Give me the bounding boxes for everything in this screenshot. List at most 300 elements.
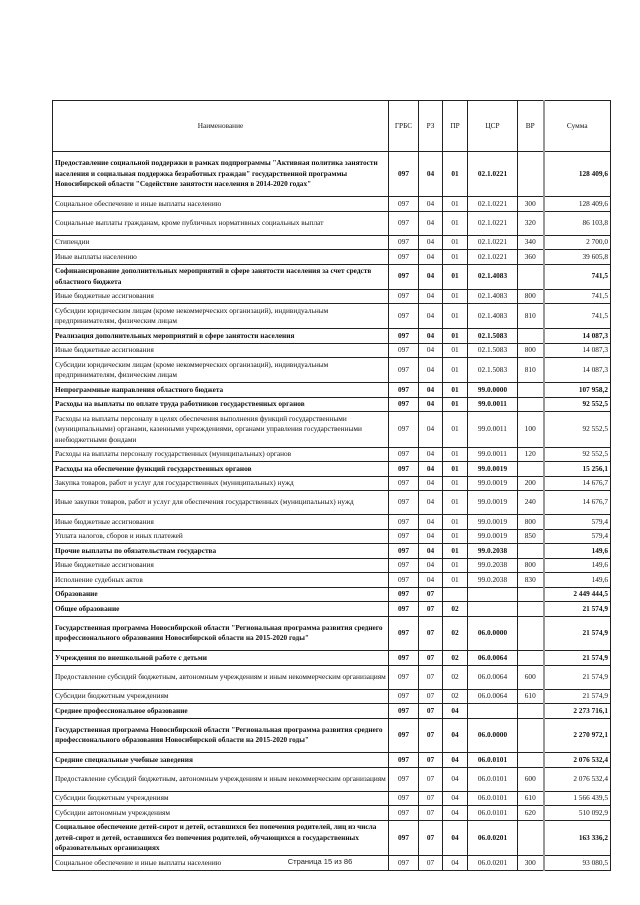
cell-vr: 300	[518, 856, 544, 871]
cell-vr	[518, 602, 544, 617]
cell-grbs: 097	[389, 718, 419, 753]
cell-sum: 14 087,3	[544, 329, 611, 344]
cell-csr: 06.0.0201	[468, 820, 518, 856]
cell-pr: 01	[443, 235, 468, 250]
cell-vr	[518, 587, 544, 602]
cell-vr: 620	[518, 806, 544, 821]
cell-rz: 07	[419, 665, 443, 689]
cell-vr: 340	[518, 235, 544, 250]
table-row	[53, 412, 611, 448]
cell-csr: 02.1.0221	[468, 235, 518, 250]
cell-vr: 240	[518, 491, 544, 515]
cell-sum: 39 605,8	[544, 250, 611, 265]
cell-grbs: 097	[389, 304, 419, 329]
cell-csr: 99.0.0011	[468, 447, 518, 462]
cell-grbs: 097	[389, 544, 419, 559]
cell-csr: 06.0.0101	[468, 791, 518, 806]
cell-name: Среднее профессиональное образование	[53, 704, 389, 719]
table-row	[53, 616, 611, 651]
cell-csr: 02.1.5083	[468, 343, 518, 358]
cell-grbs: 097	[389, 343, 419, 358]
cell-rz: 07	[419, 602, 443, 617]
cell-sum: 14 676,7	[544, 491, 611, 515]
cell-name: Расходы на обеспечение функций государственных органов	[53, 462, 389, 477]
cell-sum: 2 273 716,1	[544, 704, 611, 719]
cell-pr: 01	[443, 515, 468, 530]
cell-rz: 07	[419, 753, 443, 768]
cell-vr	[518, 616, 544, 651]
cell-vr: 610	[518, 689, 544, 704]
cell-csr: 02.1.4083	[468, 264, 518, 289]
cell-pr: 02	[443, 689, 468, 704]
cell-pr: 02	[443, 651, 468, 666]
cell-name: Государственная программа Новосибирской области "Региональная программа развития среднего профессионального образования Новосибирской области на 2015-2020 годы"	[53, 616, 389, 651]
cell-pr: 01	[443, 197, 468, 212]
cell-rz: 04	[419, 462, 443, 477]
cell-sum: 149,6	[544, 544, 611, 559]
cell-csr: 99.0.2038	[468, 544, 518, 559]
cell-vr	[518, 462, 544, 477]
budget-table	[52, 100, 611, 871]
cell-pr: 01	[443, 491, 468, 515]
cell-name: Социальное обеспечение детей-сирот и детей, оставшихся без попечения родителей, лиц из числа детей-сирот и детей, оставшихся без попечения родителей, обучающихся в государственных образовательных организациях	[53, 820, 389, 856]
cell-grbs: 097	[389, 211, 419, 235]
cell-name: Реализация дополнительных мероприятий в сфере занятости населения	[53, 329, 389, 344]
cell-pr: 01	[443, 304, 468, 329]
cell-csr: 99.0.2038	[468, 558, 518, 573]
cell-csr: 99.0.0019	[468, 476, 518, 491]
cell-rz: 07	[419, 689, 443, 704]
table-row	[53, 820, 611, 856]
header-sum: Сумма	[544, 101, 611, 152]
cell-vr	[518, 753, 544, 768]
cell-csr: 02.1.0221	[468, 152, 518, 197]
cell-sum: 149,6	[544, 573, 611, 588]
cell-pr: 01	[443, 462, 468, 477]
cell-csr: 02.1.0221	[468, 197, 518, 212]
cell-name: Субсидии юридическим лицам (кроме некоммерческих организаций), индивидуальным предпринимателям, физическим лицам	[53, 304, 389, 329]
cell-grbs: 097	[389, 616, 419, 651]
cell-pr: 01	[443, 264, 468, 289]
cell-sum: 92 552,5	[544, 447, 611, 462]
cell-sum: 149,6	[544, 558, 611, 573]
cell-pr: 01	[443, 250, 468, 265]
cell-csr: 02.1.4083	[468, 289, 518, 304]
cell-rz: 04	[419, 529, 443, 544]
table-row	[53, 329, 611, 344]
cell-sum: 2 270 972,1	[544, 718, 611, 753]
cell-vr: 830	[518, 573, 544, 588]
cell-sum: 741,5	[544, 304, 611, 329]
cell-grbs: 097	[389, 515, 419, 530]
cell-sum: 86 103,8	[544, 211, 611, 235]
cell-vr	[518, 820, 544, 856]
cell-grbs: 097	[389, 329, 419, 344]
table-row	[53, 602, 611, 617]
cell-sum: 741,5	[544, 264, 611, 289]
cell-rz: 07	[419, 651, 443, 666]
table-row	[53, 235, 611, 250]
cell-rz: 04	[419, 412, 443, 448]
cell-grbs: 097	[389, 447, 419, 462]
cell-rz: 07	[419, 791, 443, 806]
cell-pr: 01	[443, 544, 468, 559]
cell-vr: 120	[518, 447, 544, 462]
cell-name: Общее образование	[53, 602, 389, 617]
cell-grbs: 097	[389, 491, 419, 515]
cell-pr: 01	[443, 573, 468, 588]
cell-name: Предоставление субсидий бюджетным, автономным учреждениям и иным некоммерческим организациям	[53, 665, 389, 689]
cell-pr: 01	[443, 476, 468, 491]
cell-sum: 2 076 532,4	[544, 767, 611, 791]
table-row	[53, 651, 611, 666]
cell-name: Непрограммные направления областного бюджета	[53, 383, 389, 398]
cell-pr: 01	[443, 383, 468, 398]
cell-csr: 06.0.0101	[468, 753, 518, 768]
cell-grbs: 097	[389, 602, 419, 617]
cell-grbs: 097	[389, 264, 419, 289]
table-row	[53, 515, 611, 530]
cell-grbs: 097	[389, 289, 419, 304]
cell-vr: 200	[518, 476, 544, 491]
cell-name: Иные бюджетные ассигнования	[53, 343, 389, 358]
table-row	[53, 689, 611, 704]
cell-name: Стипендии	[53, 235, 389, 250]
cell-sum: 21 574,9	[544, 602, 611, 617]
cell-pr: 02	[443, 665, 468, 689]
cell-pr: 01	[443, 343, 468, 358]
cell-rz: 07	[419, 587, 443, 602]
cell-rz: 07	[419, 806, 443, 821]
cell-sum: 21 574,9	[544, 651, 611, 666]
cell-name: Субсидии бюджетным учреждениям	[53, 791, 389, 806]
cell-grbs: 097	[389, 558, 419, 573]
cell-csr	[468, 587, 518, 602]
cell-pr: 01	[443, 152, 468, 197]
cell-csr: 06.0.0064	[468, 689, 518, 704]
cell-rz: 07	[419, 820, 443, 856]
cell-name: Государственная программа Новосибирской области "Региональная программа развития среднего профессионального образования Новосибирской области на 2015-2020 годы"	[53, 718, 389, 753]
cell-name: Исполнение судебных актов	[53, 573, 389, 588]
table-row	[53, 544, 611, 559]
cell-grbs: 097	[389, 412, 419, 448]
table-row	[53, 152, 611, 197]
cell-rz: 04	[419, 515, 443, 530]
table-row	[53, 343, 611, 358]
cell-pr: 04	[443, 718, 468, 753]
cell-pr: 04	[443, 820, 468, 856]
cell-vr: 600	[518, 665, 544, 689]
header-pr: ПР	[443, 101, 468, 152]
cell-sum: 14 087,3	[544, 358, 611, 383]
cell-vr: 600	[518, 767, 544, 791]
cell-grbs: 097	[389, 529, 419, 544]
cell-name: Субсидии юридическим лицам (кроме некоммерческих организаций), индивидуальным предпринимателям, физическим лицам	[53, 358, 389, 383]
cell-grbs: 097	[389, 689, 419, 704]
table-row	[53, 791, 611, 806]
cell-name: Расходы на выплаты персоналу в целях обеспечения выполнения функций государственными (муниципальными) органами, казенными учреждениями, органами управления государственными внебюджетными фондами	[53, 412, 389, 448]
cell-pr	[443, 587, 468, 602]
cell-name: Уплата налогов, сборов и иных платежей	[53, 529, 389, 544]
cell-grbs: 097	[389, 651, 419, 666]
cell-sum: 2 700,0	[544, 235, 611, 250]
table-row	[53, 587, 611, 602]
cell-rz: 07	[419, 856, 443, 871]
cell-grbs: 097	[389, 197, 419, 212]
cell-rz: 04	[419, 152, 443, 197]
cell-vr: 800	[518, 343, 544, 358]
cell-vr	[518, 264, 544, 289]
table-row	[53, 358, 611, 383]
cell-csr: 99.0.0011	[468, 412, 518, 448]
cell-grbs: 097	[389, 753, 419, 768]
table-row	[53, 476, 611, 491]
table-row	[53, 491, 611, 515]
cell-name: Закупка товаров, работ и услуг для государственных (муниципальных) нужд	[53, 476, 389, 491]
cell-sum: 2 076 532,4	[544, 753, 611, 768]
cell-vr	[518, 651, 544, 666]
cell-sum: 21 574,9	[544, 616, 611, 651]
cell-rz: 04	[419, 476, 443, 491]
table-row	[53, 264, 611, 289]
cell-grbs: 097	[389, 358, 419, 383]
cell-vr	[518, 544, 544, 559]
table-row	[53, 462, 611, 477]
cell-pr: 04	[443, 806, 468, 821]
cell-name: Учреждения по внешкольной работе с детьми	[53, 651, 389, 666]
cell-vr: 850	[518, 529, 544, 544]
cell-csr	[468, 602, 518, 617]
cell-pr: 04	[443, 856, 468, 871]
cell-sum: 163 336,2	[544, 820, 611, 856]
cell-pr: 04	[443, 753, 468, 768]
header-vr: ВР	[518, 101, 544, 152]
cell-grbs: 097	[389, 397, 419, 412]
table-row	[53, 665, 611, 689]
cell-pr: 01	[443, 558, 468, 573]
cell-name: Расходы на выплаты по оплате труда работников государственных органов	[53, 397, 389, 412]
cell-name: Социальное обеспечение и иные выплаты населению	[53, 856, 389, 871]
table-row	[53, 704, 611, 719]
cell-vr: 810	[518, 304, 544, 329]
cell-pr: 01	[443, 329, 468, 344]
cell-rz: 07	[419, 767, 443, 791]
cell-csr: 99.0.2038	[468, 573, 518, 588]
cell-vr: 100	[518, 412, 544, 448]
cell-rz: 04	[419, 329, 443, 344]
cell-vr: 810	[518, 358, 544, 383]
cell-name: Предоставление социальной поддержки в рамках подпрограммы "Активная политика занятости населения и социальная поддержка безработных граждан" государственной программы Новосибирской области "Содействие занятости населения в 2014-2020 годах"	[53, 152, 389, 197]
cell-csr: 06.0.0201	[468, 856, 518, 871]
cell-rz: 04	[419, 558, 443, 573]
cell-sum: 128 409,6	[544, 197, 611, 212]
cell-pr: 04	[443, 791, 468, 806]
cell-csr: 99.0.0019	[468, 462, 518, 477]
table-row	[53, 197, 611, 212]
cell-csr: 06.0.0064	[468, 651, 518, 666]
cell-vr	[518, 704, 544, 719]
page-number: Страница 15 из 86	[287, 857, 353, 866]
cell-name: Иные бюджетные ассигнования	[53, 558, 389, 573]
cell-name: Иные бюджетные ассигнования	[53, 515, 389, 530]
cell-rz: 04	[419, 383, 443, 398]
cell-pr: 01	[443, 529, 468, 544]
cell-name: Софинансирование дополнительных мероприятий в сфере занятости населения за счет средств областного бюджета	[53, 264, 389, 289]
cell-grbs: 097	[389, 462, 419, 477]
cell-csr: 06.0.0000	[468, 718, 518, 753]
table-body	[53, 152, 611, 871]
cell-csr: 02.1.5083	[468, 329, 518, 344]
cell-name: Субсидии бюджетным учреждениям	[53, 689, 389, 704]
cell-csr: 99.0.0019	[468, 491, 518, 515]
cell-rz: 04	[419, 235, 443, 250]
cell-rz: 04	[419, 343, 443, 358]
cell-pr: 02	[443, 616, 468, 651]
cell-csr: 06.0.0101	[468, 806, 518, 821]
cell-grbs: 097	[389, 806, 419, 821]
header-rz: РЗ	[419, 101, 443, 152]
cell-csr: 02.1.5083	[468, 358, 518, 383]
cell-pr: 01	[443, 447, 468, 462]
cell-sum: 128 409,6	[544, 152, 611, 197]
cell-pr: 01	[443, 289, 468, 304]
cell-name: Иные бюджетные ассигнования	[53, 289, 389, 304]
cell-vr: 360	[518, 250, 544, 265]
cell-name: Иные выплаты населению	[53, 250, 389, 265]
table-row	[53, 753, 611, 768]
table-row	[53, 383, 611, 398]
cell-name: Социальные выплаты гражданам, кроме публичных нормативных социальных выплат	[53, 211, 389, 235]
header-grbs: ГРБС	[389, 101, 419, 152]
cell-sum: 92 552,5	[544, 397, 611, 412]
cell-pr: 01	[443, 211, 468, 235]
table-row	[53, 558, 611, 573]
cell-name: Социальное обеспечение и иные выплаты населению	[53, 197, 389, 212]
table-row	[53, 573, 611, 588]
cell-csr: 99.0.0019	[468, 515, 518, 530]
cell-pr: 04	[443, 704, 468, 719]
cell-pr: 04	[443, 767, 468, 791]
table-row	[53, 718, 611, 753]
cell-vr	[518, 329, 544, 344]
cell-sum: 21 574,9	[544, 689, 611, 704]
cell-vr: 320	[518, 211, 544, 235]
table-row	[53, 289, 611, 304]
cell-csr: 06.0.0000	[468, 616, 518, 651]
table-row	[53, 767, 611, 791]
cell-grbs: 097	[389, 587, 419, 602]
cell-csr: 02.1.0221	[468, 250, 518, 265]
table-row	[53, 250, 611, 265]
cell-rz: 04	[419, 289, 443, 304]
cell-sum: 93 080,5	[544, 856, 611, 871]
cell-grbs: 097	[389, 235, 419, 250]
cell-grbs: 097	[389, 383, 419, 398]
cell-vr: 800	[518, 558, 544, 573]
cell-sum: 579,4	[544, 529, 611, 544]
cell-csr: 99.0.0011	[468, 397, 518, 412]
cell-rz: 07	[419, 616, 443, 651]
cell-csr: 02.1.4083	[468, 304, 518, 329]
header-csr: ЦСР	[468, 101, 518, 152]
cell-csr: 99.0.0019	[468, 529, 518, 544]
cell-rz: 04	[419, 447, 443, 462]
table-row	[53, 304, 611, 329]
cell-name: Расходы на выплаты персоналу государственных (муниципальных) органов	[53, 447, 389, 462]
cell-grbs: 097	[389, 767, 419, 791]
cell-rz: 07	[419, 718, 443, 753]
cell-vr	[518, 397, 544, 412]
cell-name: Субсидии автономным учреждениям	[53, 806, 389, 821]
table-header	[53, 101, 611, 152]
cell-pr: 01	[443, 412, 468, 448]
table-row	[53, 806, 611, 821]
cell-rz: 04	[419, 573, 443, 588]
table-row	[53, 211, 611, 235]
cell-rz: 04	[419, 264, 443, 289]
cell-csr: 06.0.0101	[468, 767, 518, 791]
cell-name: Предоставление субсидий бюджетным, автономным учреждениям и иным некоммерческим организациям	[53, 767, 389, 791]
cell-rz: 04	[419, 544, 443, 559]
cell-rz: 07	[419, 704, 443, 719]
header-name: Наименование	[53, 101, 389, 152]
cell-vr: 800	[518, 515, 544, 530]
cell-sum: 2 449 444,5	[544, 587, 611, 602]
cell-csr	[468, 704, 518, 719]
cell-grbs: 097	[389, 250, 419, 265]
cell-sum: 15 256,1	[544, 462, 611, 477]
cell-sum: 14 087,3	[544, 343, 611, 358]
cell-csr: 99.0.0000	[468, 383, 518, 398]
cell-vr	[518, 718, 544, 753]
cell-sum: 107 958,2	[544, 383, 611, 398]
cell-name: Прочие выплаты по обязательствам государства	[53, 544, 389, 559]
cell-csr: 06.0.0064	[468, 665, 518, 689]
cell-sum: 92 552,5	[544, 412, 611, 448]
cell-grbs: 097	[389, 704, 419, 719]
cell-grbs: 097	[389, 476, 419, 491]
cell-rz: 04	[419, 491, 443, 515]
cell-rz: 04	[419, 304, 443, 329]
cell-rz: 04	[419, 197, 443, 212]
cell-pr: 01	[443, 397, 468, 412]
cell-sum: 1 566 439,5	[544, 791, 611, 806]
cell-grbs: 097	[389, 573, 419, 588]
cell-rz: 04	[419, 358, 443, 383]
cell-vr: 800	[518, 289, 544, 304]
cell-grbs: 097	[389, 820, 419, 856]
cell-grbs: 097	[389, 856, 419, 871]
cell-sum: 741,5	[544, 289, 611, 304]
cell-grbs: 097	[389, 791, 419, 806]
cell-csr: 02.1.0221	[468, 211, 518, 235]
table-row	[53, 397, 611, 412]
cell-vr: 610	[518, 791, 544, 806]
cell-rz: 04	[419, 397, 443, 412]
cell-sum: 510 092,9	[544, 806, 611, 821]
cell-sum: 14 676,7	[544, 476, 611, 491]
table-row	[53, 529, 611, 544]
cell-grbs: 097	[389, 152, 419, 197]
cell-sum: 21 574,9	[544, 665, 611, 689]
cell-name: Образование	[53, 587, 389, 602]
cell-vr	[518, 152, 544, 197]
cell-name: Средние специальные учебные заведения	[53, 753, 389, 768]
cell-vr: 300	[518, 197, 544, 212]
cell-vr	[518, 383, 544, 398]
cell-name: Иные закупки товаров, работ и услуг для обеспечения государственных (муниципальных) нужд	[53, 491, 389, 515]
cell-sum: 579,4	[544, 515, 611, 530]
